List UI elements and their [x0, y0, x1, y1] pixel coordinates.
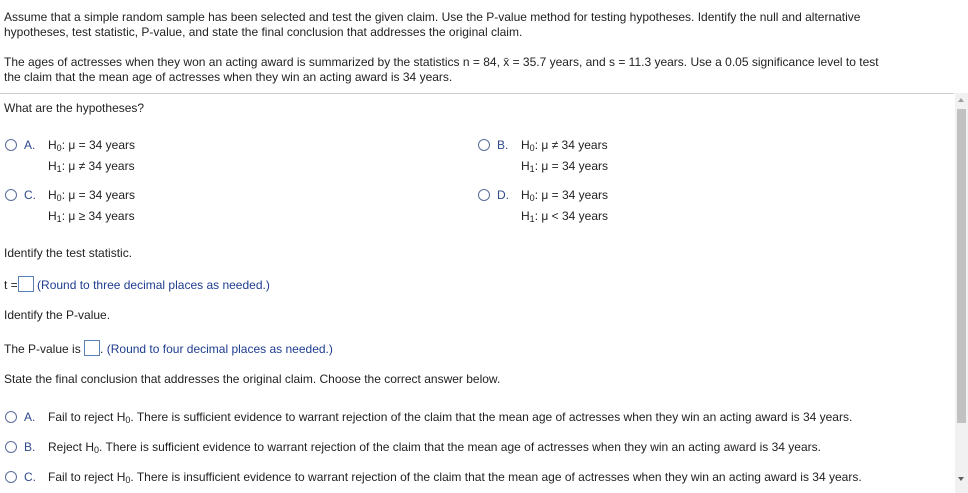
option-letter: D.: [497, 188, 509, 202]
rounding-hint: (Round to three decimal places as needed.): [37, 278, 270, 292]
conclusion-text: Fail to reject $H_0$. There is sufficient evidence to warrant rejection of the claim that the mean age of actresses when they win an acting award is 34 years.: [48, 410, 853, 425]
h1-line: $H_1$: μ ≠ 34 years: [48, 159, 135, 174]
option-letter: B.: [497, 138, 509, 152]
radio-conclusion-a[interactable]: [5, 411, 17, 423]
divider: [0, 93, 954, 94]
radio-b[interactable]: [478, 139, 490, 151]
p-value-label: The P-value is: [4, 342, 81, 356]
radio-d[interactable]: [478, 189, 490, 201]
h0-line: $H_0$: μ = 34 years: [48, 138, 135, 153]
scrollbar-thumb[interactable]: [957, 109, 966, 423]
h1-line: $H_1$: μ < 34 years: [521, 209, 608, 224]
option-letter: A.: [24, 410, 36, 424]
radio-conclusion-b[interactable]: [5, 441, 17, 453]
hypotheses-prompt: What are the hypotheses?: [4, 101, 145, 115]
conclusion-text: Reject $H_0$. There is sufficient evidence to warrant rejection of the claim that the mean age of actresses when they win an acting award is 34 years.: [48, 440, 821, 455]
vertical-scrollbar[interactable]: [955, 93, 968, 493]
scroll-up-icon[interactable]: [958, 98, 964, 102]
p-value-row: [4, 340, 333, 356]
scroll-down-icon[interactable]: [958, 477, 964, 481]
radio-conclusion-c[interactable]: [5, 471, 17, 483]
test-statistic-input[interactable]: [18, 276, 34, 292]
option-letter: C.: [24, 188, 36, 202]
h0-line: $H_0$: μ ≠ 34 years: [521, 138, 608, 153]
option-letter: A.: [24, 138, 36, 152]
p-value-prompt: Identify the P-value.: [4, 308, 111, 322]
intro-text: Assume that a simple random sample has been selected and test the given claim. Use the P-value method for testing hypotheses. Identify the null and alternative hypotheses, test statistic, P-value, and state the final conclusion that addresses the original claim.: [4, 10, 861, 39]
test-statistic-row: [4, 276, 270, 292]
h0-line: $H_0$: μ = 34 years: [48, 188, 135, 203]
radio-a[interactable]: [5, 139, 17, 151]
rounding-hint: (Round to four decimal places as needed.): [106, 342, 333, 356]
conclusion-text: Fail to reject $H_0$. There is insufficient evidence to warrant rejection of the claim that the mean age of actresses when they win an acting award is 34 years.: [48, 470, 862, 485]
problem-statement: The ages of actresses when they won an acting award is summarized by the statistics n = 84, x̄ = 35.7 years, and s = 11.3 years. Use a 0.05 significance level to test the claim that the mean age of actresses when they win an acting award is 34 years.: [4, 55, 879, 84]
period: .: [100, 342, 104, 356]
option-letter: B.: [24, 440, 36, 454]
p-value-input[interactable]: [84, 340, 100, 356]
radio-c[interactable]: [5, 189, 17, 201]
test-statistic-prompt: Identify the test statistic.: [4, 246, 133, 260]
conclusion-prompt: State the final conclusion that addresses the original claim. Choose the correct answer below.: [4, 372, 501, 386]
h1-line: $H_1$: μ = 34 years: [521, 159, 608, 174]
h1-line: $H_1$: μ ≥ 34 years: [48, 209, 135, 224]
option-letter: C.: [24, 470, 36, 484]
h0-line: $H_0$: μ = 34 years: [521, 188, 608, 203]
t-label: t =: [4, 278, 18, 292]
